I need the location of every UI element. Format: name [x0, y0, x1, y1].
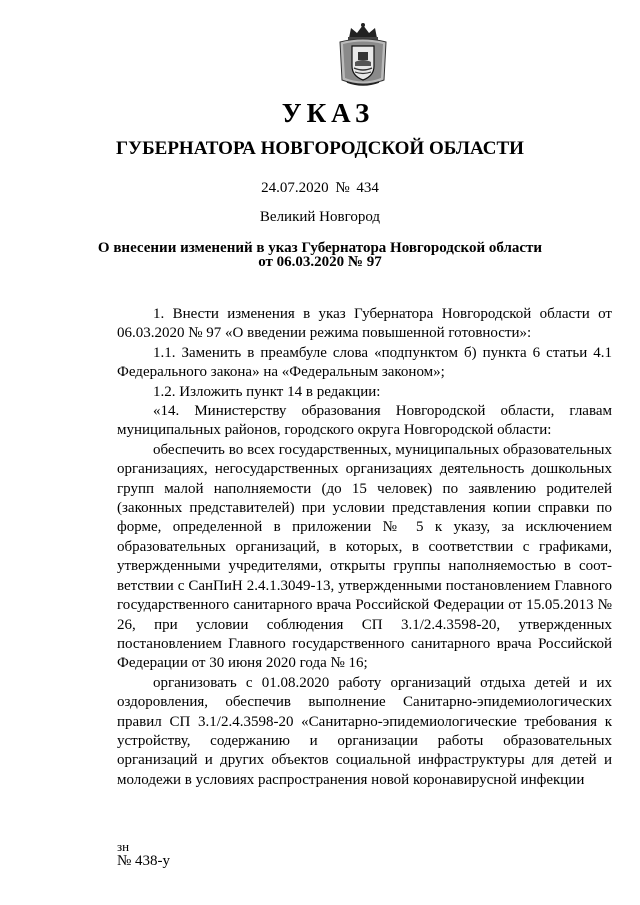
- subject-line-1: О внесении изменений в указ Губернатора Новгородской области: [97, 240, 543, 256]
- subject-line-2: от 06.03.2020 № 97: [258, 254, 382, 270]
- footer-code: зн: [117, 839, 130, 854]
- paragraph: 1.2. Изложить пункт 14 в редакции:: [153, 383, 381, 400]
- paragraph: организовать с 01.08.2020 работу организаций отдыха детей и их оздоровления, обеспечив выполнение Санитарно-эпидемиологических правил СП 3.1/2.4.3598-20 «Санитарно-эпидемиологические требования к устройству, содержанию и организации работы образовательных организаций и других объектов социальной инфраструктуры для детей и молодежи в условиях распространения новой коронавирусной инфекции: [117, 674, 612, 788]
- paragraph: 1.1. Заменить в преамбуле слова «подпунктом б) пункта 6 статьи 4.1 Федерального закона» на «Федеральным законом»;: [117, 344, 612, 381]
- issuer-title: ГУБЕРНАТОРА НОВГОРОДСКОЙ ОБЛАСТИ: [116, 138, 524, 159]
- document-body: [117, 305, 612, 790]
- paragraph: обеспечить во всех государственных, муниципальных образовательных организациях, негосударственных организациях деятельность дошкольных групп малой наполняемости (до 15 человек) по заявлению родителей (законных представителей) при условии представления копии справки по форме, определенной в приложении № 5 к указу, за исключением образовательных организаций, в которых, в соответствии с графиками, утвержденными учредителями, открыты группы наполняемостью в соот-ветствии с СанПиН 2.4.1.3049-13, утвержденными постановлением Главного государственного санитарного врача Российской Федерации от 15.05.2013 № 26, при условии соблюдения СП 3.1/2.4.3598-20, утвержденных постановлением Главного государственного санитарного врача Российской Федерации от 30 июня 2020 года № 16;: [117, 441, 612, 672]
- date-number: 24.07.2020 № 434: [261, 180, 379, 196]
- paragraph: «14. Министерству образования Новгородской области, главам муниципальных районов, городского округа Новгородской области:: [117, 403, 612, 439]
- paragraph: 1. Внести изменения в указ Губернатора Новгородской области от 06.03.2020 № 97 «О введении режима повышенной готовности»:: [117, 306, 612, 342]
- footer-number: № 438-у: [117, 853, 171, 869]
- footer-registration: [117, 840, 170, 868]
- doc-type-title: УКАЗ: [281, 98, 375, 128]
- city: Великий Новгород: [259, 209, 381, 225]
- novgorod-coat-of-arms-icon: [337, 22, 389, 88]
